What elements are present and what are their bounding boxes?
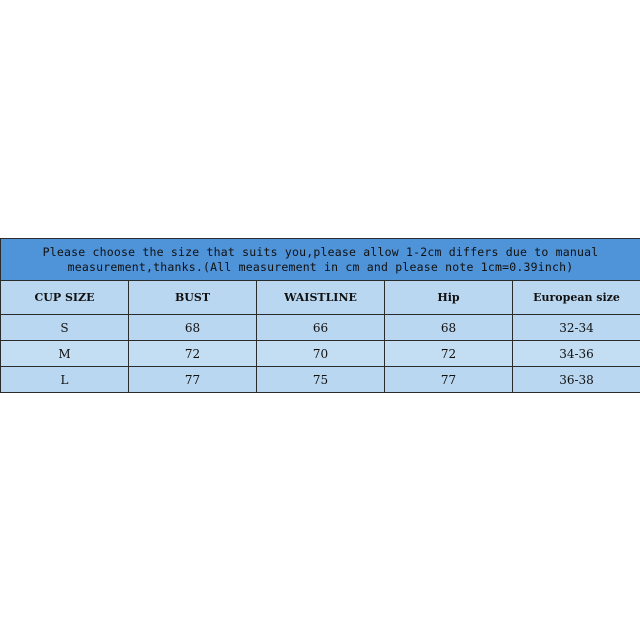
- cell-waistline: 75: [257, 367, 385, 393]
- size-notice-line-1: Please choose the size that suits you,please allow 1-2cm differs due to manual: [42, 244, 599, 259]
- header-waistline: WAISTLINE: [257, 281, 385, 315]
- cell-hip: 72: [385, 341, 513, 367]
- cell-cup-size: M: [1, 341, 129, 367]
- cell-waistline: 66: [257, 315, 385, 341]
- cell-waistline: 70: [257, 341, 385, 367]
- size-notice-line-2: measurement,thanks.(All measurement in cm and please note 1cm=0.39inch): [67, 259, 574, 274]
- header-cup-size: CUP SIZE: [1, 281, 129, 315]
- size-chart-table: [0, 238, 640, 393]
- header-bust: BUST: [129, 281, 257, 315]
- cell-hip: 68: [385, 315, 513, 341]
- cell-european-size: 36-38: [513, 367, 640, 393]
- cell-bust: 77: [129, 367, 257, 393]
- table-header-row: [1, 281, 640, 315]
- cell-cup-size: L: [1, 367, 129, 393]
- cell-hip: 77: [385, 367, 513, 393]
- cell-bust: 72: [129, 341, 257, 367]
- cell-bust: 68: [129, 315, 257, 341]
- header-european-size: European size: [513, 281, 640, 315]
- cell-european-size: 32-34: [513, 315, 640, 341]
- cell-european-size: 34-36: [513, 341, 640, 367]
- notice-row: [1, 239, 640, 281]
- table-row: [1, 341, 640, 367]
- size-notice: [1, 239, 640, 281]
- table-row: [1, 315, 640, 341]
- header-hip: Hip: [385, 281, 513, 315]
- table-row: [1, 367, 640, 393]
- cell-cup-size: S: [1, 315, 129, 341]
